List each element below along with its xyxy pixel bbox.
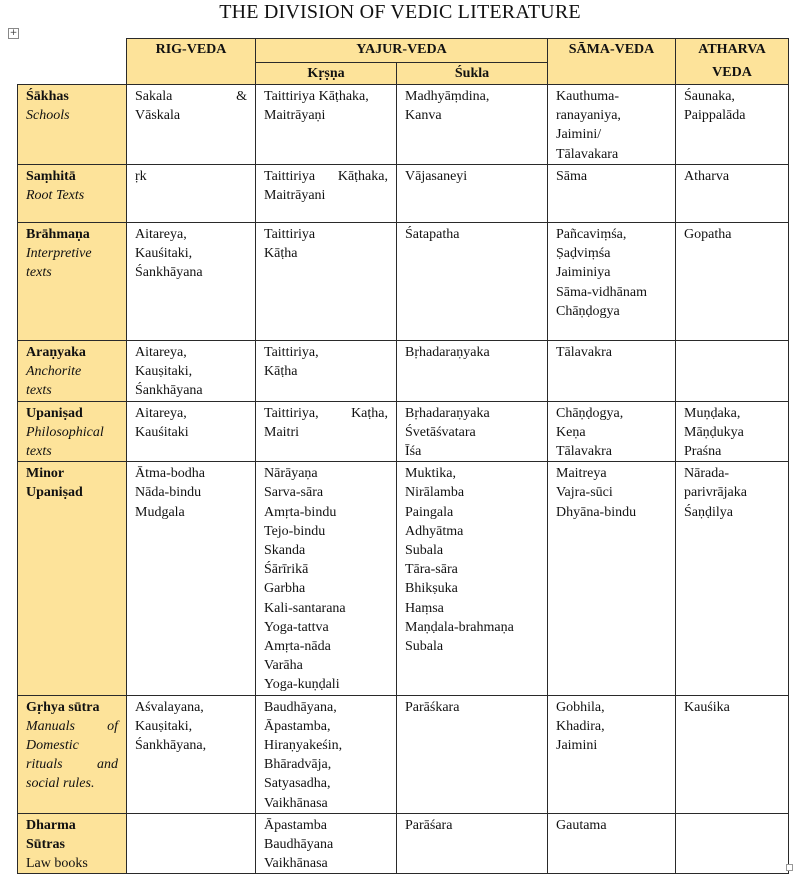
cell-text-line: Aitareya, xyxy=(135,405,187,421)
cell-text-line: Muktika, xyxy=(405,466,456,482)
cell-text-line: ṛk xyxy=(135,169,147,184)
row-header-description: Root Texts xyxy=(26,188,85,204)
cell-text-line: Bhikṣuka xyxy=(405,581,458,597)
header-atharva-line-1: ATHARVA xyxy=(698,42,766,57)
row-header xyxy=(18,695,127,813)
cell-text-line: Paippalāda xyxy=(684,108,746,124)
cell-sama xyxy=(548,462,676,695)
row-header-title: Minor xyxy=(26,466,65,482)
cell-text-line: Taittiriya Kāṭhaka, xyxy=(264,169,388,184)
table-row xyxy=(18,462,789,695)
cell-sukla xyxy=(397,341,548,402)
row-header-description: texts xyxy=(26,444,52,460)
cell-text-line: Pañcaviṃśa, xyxy=(556,227,627,242)
cell-text-line: Vaikhānasa xyxy=(264,795,328,811)
header-rig-veda: RIG-VEDA xyxy=(127,39,256,85)
row-header-description: rituals and xyxy=(26,757,118,773)
cell-text-line: Madhyāṃdina, xyxy=(405,89,490,104)
cell-text-line: Jaimini/ xyxy=(556,127,602,143)
cell-sama xyxy=(548,165,676,223)
row-header-description: Manuals of xyxy=(26,718,118,734)
row-header-title-line-2: Upaniṣad xyxy=(26,485,83,501)
cell-text-line: Maṇḍala-brahmaṇa xyxy=(405,619,514,635)
cell-text-line: Kanva xyxy=(405,108,442,124)
cell-text-line: Subala xyxy=(405,543,444,559)
cell-rig xyxy=(127,813,256,874)
cell-text-line: Kauśitaki, xyxy=(135,246,193,262)
row-header xyxy=(18,223,127,341)
row-header-title-line-2: Sūtras xyxy=(26,837,65,853)
row-header-description: Domestic xyxy=(26,738,79,754)
cell-text-line: Vaikhānasa xyxy=(264,856,328,872)
cell-atharva xyxy=(676,223,789,341)
cell-text-line: Hiraṇyakeśin, xyxy=(264,738,343,754)
cell-atharva xyxy=(676,341,789,402)
cell-text-line: Bṛhadaraṇyaka xyxy=(405,345,490,360)
cell-text-line: Kauṣitaki, xyxy=(135,364,193,380)
cell-text-line: Tejo-bindu xyxy=(264,523,326,539)
cell-text-line: Vāskala xyxy=(135,108,181,124)
cell-text-line: Tālavakra xyxy=(556,345,612,360)
cell-text-line: ranayaniya, xyxy=(556,108,621,124)
cell-text-line: Praśna xyxy=(684,444,722,460)
row-header-description: texts xyxy=(26,383,52,399)
cell-atharva xyxy=(676,695,789,813)
cell-sukla xyxy=(397,695,548,813)
cell-text-line: Taittiriya xyxy=(264,227,316,242)
cell-atharva xyxy=(676,85,789,165)
row-header xyxy=(18,462,127,695)
row-header-title: Brāhmaṇa xyxy=(26,227,90,242)
cell-text-line: Parāśkara xyxy=(405,699,460,715)
cell-sama xyxy=(548,813,676,874)
table-move-handle-icon[interactable]: + xyxy=(9,28,18,38)
cell-text-line: Jaiminiya xyxy=(556,265,611,281)
cell-sukla xyxy=(397,165,548,223)
row-header xyxy=(18,85,127,165)
cell-text-line: Maitrāyani xyxy=(264,188,326,204)
cell-text-line: Kali-santarana xyxy=(264,600,346,616)
cell-text-line: Taittiriya, Kaṭha, xyxy=(264,405,388,421)
cell-text-line: Tāra-sāra xyxy=(405,562,458,578)
cell-text-line: Chāṇḍogya, xyxy=(556,405,624,421)
cell-text-line: Subala xyxy=(405,639,444,655)
cell-text-line: Taittiriya, xyxy=(264,345,319,360)
cell-text-line: Mudgala xyxy=(135,504,185,520)
cell-text-line: Taittiriya Kāṭhaka, xyxy=(264,89,369,104)
cell-text-line: Atharva xyxy=(684,169,730,184)
cell-text-line: Nāda-bindu xyxy=(135,485,202,501)
cell-text-line: Gautama xyxy=(556,817,607,833)
row-header-description: Schools xyxy=(26,108,70,124)
cell-text-line: Nārada- xyxy=(684,466,730,482)
cell-sama xyxy=(548,85,676,165)
cell-text-line: Keṇa xyxy=(556,424,586,440)
cell-krsna xyxy=(256,813,397,874)
row-header xyxy=(18,341,127,402)
row-header-title: Araṇyaka xyxy=(26,345,86,360)
table-row xyxy=(18,695,789,813)
cell-text-line: Satyasadha, xyxy=(264,776,331,792)
row-header-title: Upaniṣad xyxy=(26,405,83,421)
cell-atharva xyxy=(676,813,789,874)
cell-text-line: Muṇḍaka, xyxy=(684,405,741,421)
header-corner xyxy=(18,39,127,63)
cell-text-line: Māṇḍukya xyxy=(684,424,744,440)
vedic-literature-table xyxy=(17,38,789,874)
cell-krsna xyxy=(256,341,397,402)
header-atharva-line-2: VEDA xyxy=(712,65,752,80)
cell-text-line: Paingala xyxy=(405,504,454,520)
cell-text-line: Jaimini xyxy=(556,738,598,754)
row-header-title: Dharma xyxy=(26,817,76,833)
cell-sukla xyxy=(397,813,548,874)
cell-text-line: Sakala & xyxy=(135,89,247,104)
cell-text-line: Kauśika xyxy=(684,699,730,715)
cell-text-line: Śvetāśvatara xyxy=(405,424,476,440)
cell-krsna xyxy=(256,462,397,695)
cell-sama xyxy=(548,223,676,341)
cell-text-line: Haṃsa xyxy=(405,600,444,616)
cell-text-line: Ātma-bodha xyxy=(135,466,205,482)
cell-text-line: Āpastamba, xyxy=(264,718,331,734)
cell-text-line: Adhyātma xyxy=(405,523,464,539)
cell-sukla xyxy=(397,401,548,462)
row-header xyxy=(18,401,127,462)
row-header xyxy=(18,813,127,874)
cell-rig xyxy=(127,462,256,695)
cell-rig xyxy=(127,85,256,165)
cell-text-line: Kauṣitaki, xyxy=(135,718,193,734)
cell-krsna xyxy=(256,223,397,341)
row-header-description: Philosophical xyxy=(26,424,104,440)
cell-sama xyxy=(548,695,676,813)
row-header xyxy=(18,165,127,223)
cell-text-line: Baudhāyana xyxy=(264,837,334,853)
cell-text-line: Śankhāyana xyxy=(135,265,203,281)
cell-rig xyxy=(127,341,256,402)
cell-text-line: Īśa xyxy=(405,444,422,460)
cell-krsna xyxy=(256,165,397,223)
cell-text-line: Maitreya xyxy=(556,466,607,482)
cell-sama xyxy=(548,401,676,462)
row-header-description: social rules. xyxy=(26,776,95,792)
row-header-title: Gṛhya sūtra xyxy=(26,699,100,715)
cell-text-line: Aitareya, xyxy=(135,345,187,360)
cell-text-line: Amṛta-bindu xyxy=(264,504,337,520)
cell-text-line: Amṛta-nāda xyxy=(264,639,331,655)
cell-text-line: Nārāyaṇa xyxy=(264,466,318,482)
cell-text-line: Gopatha xyxy=(684,227,732,242)
cell-text-line: Kāṭha xyxy=(264,364,298,380)
cell-text-line: Varāha xyxy=(264,658,303,674)
table-row xyxy=(18,165,789,223)
table-row xyxy=(18,223,789,341)
cell-sukla xyxy=(397,462,548,695)
cell-krsna xyxy=(256,401,397,462)
cell-text-line: Tālavakara xyxy=(556,146,619,162)
header-krsna: Kṛṣṇa xyxy=(256,63,397,85)
cell-text-line: Dhyāna-bindu xyxy=(556,504,637,520)
header-sama-veda: SĀMA-VEDA xyxy=(548,39,676,85)
cell-text-line: Sarva-sāra xyxy=(264,485,324,501)
row-header-title: Saṃhitā xyxy=(26,169,76,184)
cell-text-line: Maitrāyaṇi xyxy=(264,108,326,124)
cell-text-line: Aitareya, xyxy=(135,227,187,242)
row-header-description: Law books xyxy=(26,856,88,872)
cell-text-line: Yoga-kuṇḍali xyxy=(264,677,340,693)
end-of-cell-marker xyxy=(786,864,793,871)
cell-atharva xyxy=(676,401,789,462)
cell-text-line: Gobhila, xyxy=(556,699,605,715)
cell-rig xyxy=(127,401,256,462)
cell-krsna xyxy=(256,85,397,165)
row-header-title: Śākhas xyxy=(26,89,69,104)
page-title: THE DIVISION OF VEDIC LITERATURE xyxy=(219,1,581,23)
cell-text-line: Kauthuma- xyxy=(556,89,619,104)
cell-text-line: Skanda xyxy=(264,543,306,559)
row-header-description: Anchorite xyxy=(26,364,82,380)
cell-text-line: Bṛhadaraṇyaka xyxy=(405,405,490,421)
table-row xyxy=(18,813,789,874)
cell-text-line: Maitri xyxy=(264,424,299,440)
table-row xyxy=(18,341,789,402)
header-sukla: Śukla xyxy=(397,63,548,85)
cell-text-line: Tālavakra xyxy=(556,444,612,460)
cell-rig xyxy=(127,223,256,341)
header-yajur-veda: YAJUR-VEDA xyxy=(256,39,548,63)
cell-text-line: Aśvalayana, xyxy=(135,699,204,715)
header-atharva-veda xyxy=(676,39,789,85)
table-row xyxy=(18,401,789,462)
cell-text-line: Āpastamba xyxy=(264,817,327,833)
cell-atharva xyxy=(676,462,789,695)
cell-text-line: Ṣaḍviṃśa xyxy=(556,246,611,262)
cell-atharva xyxy=(676,165,789,223)
cell-text-line: Baudhāyana, xyxy=(264,699,337,715)
cell-text-line: Vājasaneyi xyxy=(405,169,468,184)
table-row xyxy=(18,85,789,165)
cell-text-line: Kāṭha xyxy=(264,246,298,262)
cell-text-line: Śaunaka, xyxy=(684,89,735,104)
row-header-description: Interpretive xyxy=(26,246,92,262)
cell-sukla xyxy=(397,85,548,165)
cell-text-line: Chāṇḍogya xyxy=(556,303,620,319)
cell-text-line: Yoga-tattva xyxy=(264,619,329,635)
cell-krsna xyxy=(256,695,397,813)
cell-text-line: Nirālamba xyxy=(405,485,465,501)
cell-text-line: parivrājaka xyxy=(684,485,747,501)
cell-text-line: Śankhāyana xyxy=(135,383,203,399)
cell-rig xyxy=(127,165,256,223)
cell-text-line: Kauśitaki xyxy=(135,424,189,440)
cell-text-line: Khadira, xyxy=(556,718,605,734)
cell-text-line: Sāma-vidhānam xyxy=(556,284,647,300)
cell-text-line: Śankhāyana, xyxy=(135,738,207,754)
cell-text-line: Śārīrikā xyxy=(264,562,309,578)
cell-text-line: Śaṇḍilya xyxy=(684,504,733,520)
cell-text-line: Vajra-sūci xyxy=(556,485,613,501)
cell-text-line: Sāma xyxy=(556,169,588,184)
cell-sama xyxy=(548,341,676,402)
cell-sukla xyxy=(397,223,548,341)
cell-text-line: Śatapatha xyxy=(405,227,460,242)
row-header-description: texts xyxy=(26,265,52,281)
cell-text-line: Parāśara xyxy=(405,817,453,833)
cell-text-line: Garbha xyxy=(264,581,306,597)
header-corner-2 xyxy=(18,63,127,85)
cell-rig xyxy=(127,695,256,813)
cell-text-line: Bhāradvāja, xyxy=(264,757,332,773)
